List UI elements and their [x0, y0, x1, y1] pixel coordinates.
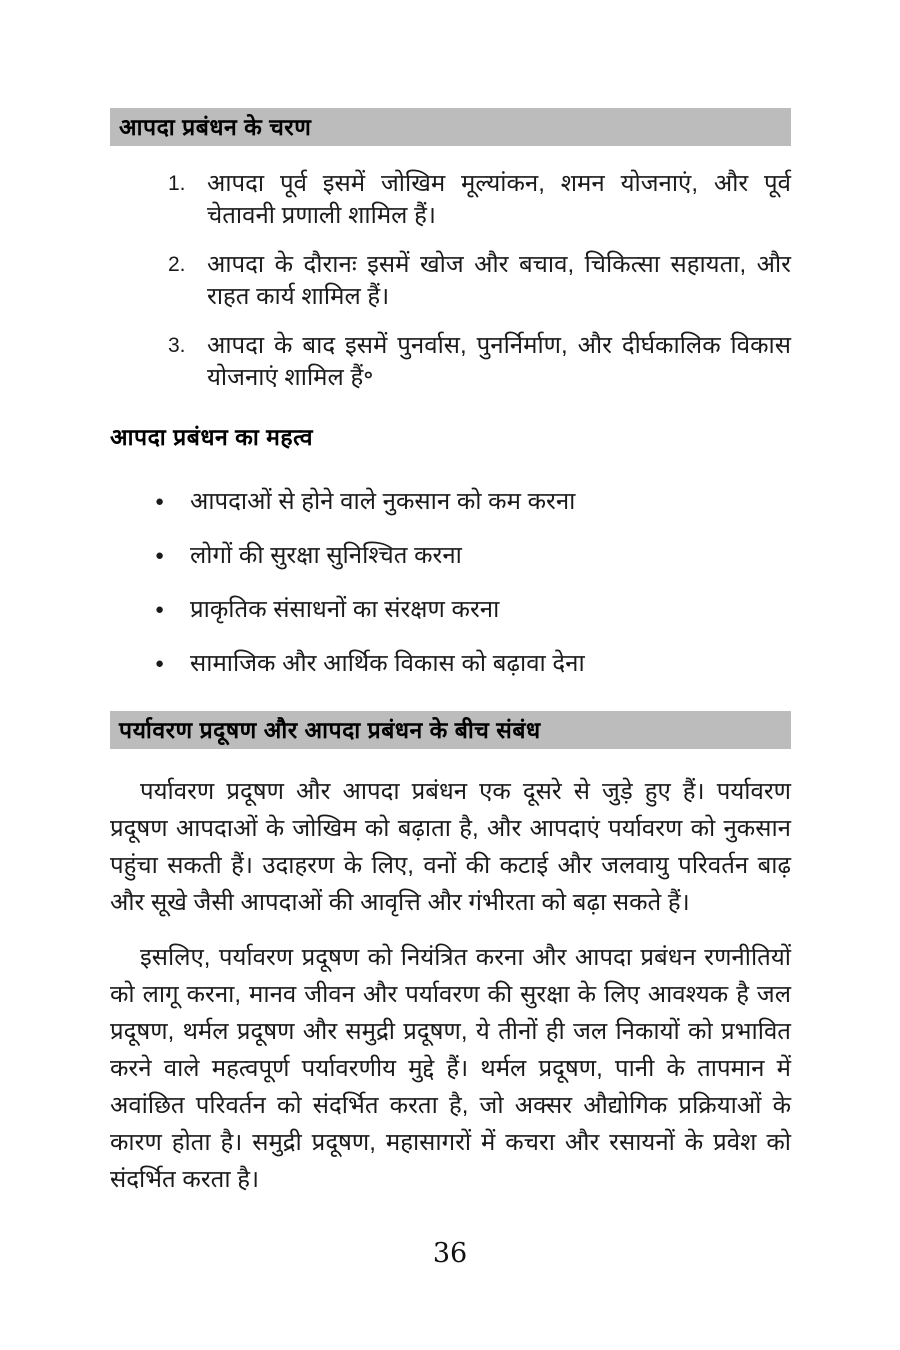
list-item	[110, 648, 791, 679]
list-item-text: लोगों की सुरक्षा सुनिश्चित करना	[190, 542, 462, 569]
list-item	[110, 249, 791, 313]
page-content	[110, 108, 791, 1198]
list-item	[110, 540, 791, 571]
list-item-text: आपदाओं से होने वाले नुकसान को कम करना	[190, 488, 576, 515]
list-item-number: 2.	[168, 253, 186, 276]
list-item-text: आपदा के बाद इसमें पुनर्वास, पुनर्निर्माण, और दीर्घकालिक विकास योजनाएं शामिल हैं॰	[207, 332, 791, 391]
list-item-text: आपदा के दौरानः इसमें खोज और बचाव, चिकित्सा सहायता, और राहत कार्य शामिल हैं।	[207, 251, 791, 310]
section-heading-importance: आपदा प्रबंधन का महत्व	[110, 424, 314, 450]
list-item-text: आपदा पूर्व इसमें जोखिम मूल्यांकन, शमन योजनाएं, और पूर्व चेतावनी प्रणाली शामिल हैं।	[207, 170, 791, 229]
list-item-number: 3.	[168, 334, 186, 357]
bullet-icon: ●	[155, 547, 165, 564]
list-item	[110, 594, 791, 625]
section-heading-relation	[110, 711, 791, 749]
section-heading-stages-label: आपदा प्रबंधन के चरण	[119, 114, 312, 140]
list-item	[110, 168, 791, 232]
paragraph: पर्यावरण प्रदूषण और आपदा प्रबंधन एक दूसरे से जुड़े हुए हैं। पर्यावरण प्रदूषण आपदाओं के जोखिम को बढ़ाता है, और आपदाएं पर्यावरण को नुकसान पहुंचा सकती हैं। उदाहरण के लिए, वनों की कटाई और जलवायु परिवर्तन बाढ़ और सूखे जैसी आपदाओं की आवृत्ति और गंभीरता को बढ़ा सकते हैं।	[110, 778, 791, 916]
paragraph: इसलिए, पर्यावरण प्रदूषण को नियंत्रित करना और आपदा प्रबंधन रणनीतियों को लागू करना, मानव जीवन और पर्यावरण की सुरक्षा के लिए आवश्यक है जल प्रदूषण, थर्मल प्रदूषण और समुद्री प्रदूषण, ये तीनों ही जल निकायों को प्रभावित करने वाले महत्वपूर्ण पर्यावरणीय मुद्दे हैं। थर्मल प्रदूषण, पानी के तापमान में अवांछित परिवर्तन को संदर्भित करता है, जो अक्सर औद्योगिक प्रक्रियाओं के कारण होता है। समुद्री प्रदूषण, महासागरों में कचरा और रसायनों के प्रवेश को संदर्भित करता है।	[110, 944, 791, 1193]
stages-numbered-list	[110, 168, 791, 394]
bullet-icon: ●	[155, 493, 165, 510]
page-number: 36	[432, 1238, 468, 1269]
bullet-icon: ●	[155, 655, 165, 672]
list-item-number: 1.	[168, 172, 186, 195]
list-item	[110, 486, 791, 517]
bullet-icon: ●	[155, 601, 165, 618]
list-item	[110, 330, 791, 394]
section-heading-relation-label: पर्यावरण प्रदूषण और आपदा प्रबंधन के बीच संबंध	[119, 717, 541, 743]
importance-bullet-list	[110, 486, 791, 679]
list-item-text: सामाजिक और आर्थिक विकास को बढ़ावा देना	[190, 650, 585, 677]
list-item-text: प्राकृतिक संसाधनों का संरक्षण करना	[190, 596, 500, 623]
section-heading-stages	[110, 108, 791, 146]
